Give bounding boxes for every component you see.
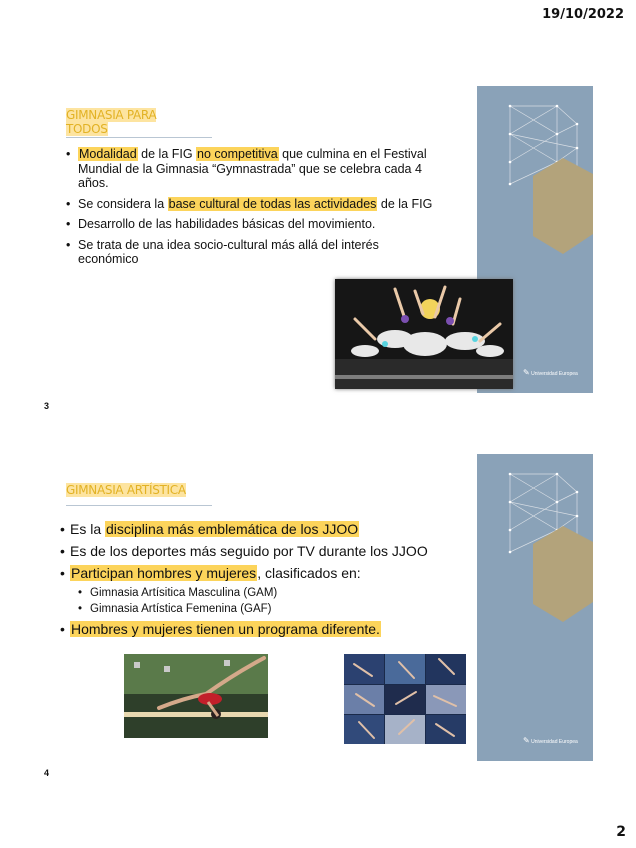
- sub-bullet-item: • Gimnasia Artísitica Masculina (GAM): [70, 585, 480, 601]
- slide-3-bullet-list: [66, 147, 436, 273]
- bullet-item: [66, 197, 436, 212]
- bullet-text: de la FIG: [377, 196, 433, 211]
- gymnastics-collage-photo: [344, 654, 466, 744]
- group-gymnastics-photo: [335, 279, 513, 389]
- bullet-text: Se trata de una idea socio-cultural más allá del interés económico: [78, 237, 379, 266]
- bullet-item: [60, 542, 480, 561]
- highlighted-text: Hombres y mujeres tienen un programa diferente.: [71, 621, 380, 637]
- highlighted-text: base cultural de todas las actividades: [168, 196, 377, 211]
- bullet-text: Se considera la: [78, 196, 168, 211]
- title-underline: [66, 505, 212, 506]
- slide-4-title: GIMNASIA ARTÍSTICA: [66, 483, 186, 497]
- gold-hexagon: [533, 158, 593, 254]
- bullet-item: [60, 620, 480, 639]
- bullet-item: [60, 564, 480, 617]
- bullet-text: que culmina en el Festival Mundial de la Gimnasia “Gymnastrada” que se celebra cada 4 años.: [78, 147, 427, 190]
- slide-4-sidebar: [477, 454, 593, 761]
- highlighted-text: disciplina más emblemática de los JJOO: [106, 521, 359, 537]
- gold-hexagon: [533, 526, 593, 622]
- geometric-decoration: [477, 454, 593, 761]
- bullet-text: de la FIG: [137, 147, 197, 161]
- slide-number: 4: [44, 768, 50, 778]
- slide-4-bullet-list: [60, 520, 480, 642]
- university-logo: ✎ Universidad Europea: [523, 736, 578, 745]
- slide-number: 3: [44, 401, 50, 411]
- slide-3-title: GIMNASIA PARA TODOS: [66, 108, 157, 136]
- highlighted-text: Modalidad: [79, 147, 137, 161]
- balance-beam-photo: [124, 654, 268, 738]
- bullet-item: [66, 217, 436, 232]
- highlighted-text: no competitiva: [197, 147, 278, 161]
- bullet-item: [66, 238, 436, 267]
- page-number: 2: [616, 824, 626, 840]
- bullet-item: [60, 520, 480, 539]
- title-underline: [66, 137, 212, 138]
- sub-bullet-item: • Gimnasia Artística Femenina (GAF): [70, 601, 480, 617]
- highlighted-text: Participan hombres y mujeres: [71, 565, 257, 581]
- bullet-text: Es de los deportes más seguido por TV durante los JJOO: [70, 543, 428, 559]
- bullet-text: , clasificados en:: [257, 565, 361, 581]
- bullet-text: Es la: [70, 521, 106, 537]
- university-logo: ✎ Universidad Europea: [523, 368, 578, 377]
- print-date: 19/10/2022: [542, 7, 624, 22]
- bullet-text: Desarrollo de las habilidades básicas del movimiento.: [78, 217, 376, 231]
- sub-bullet-list: [70, 585, 480, 617]
- bullet-item: [66, 147, 436, 191]
